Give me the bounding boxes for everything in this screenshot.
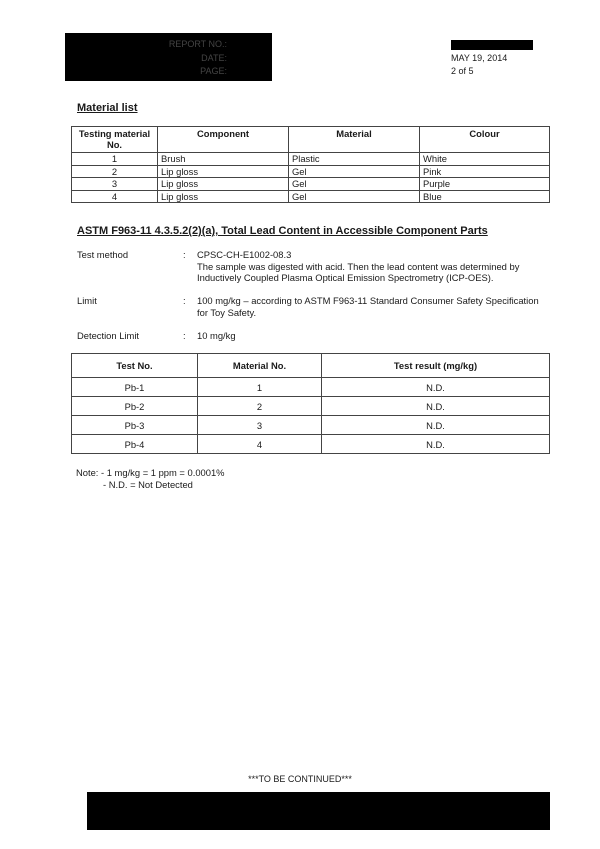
test-method-code: CPSC-CH-E1002-08.3 [197, 249, 292, 260]
material-no-cell: 3 [198, 416, 322, 435]
separator-colon: : [183, 330, 186, 341]
test-result-cell: N.D. [322, 397, 550, 416]
material-cell: Gel [289, 165, 420, 178]
table-row [72, 165, 550, 178]
note-line: - N.D. = Not Detected [103, 479, 193, 490]
test-no-cell: Pb-1 [72, 378, 198, 397]
test-method-label: Test method [77, 249, 129, 260]
page-value: 2 of 5 [451, 66, 474, 76]
to-be-continued-text: ***TO BE CONTINUED*** [248, 774, 352, 784]
astm-section-title: ASTM F963-11 4.3.5.2(2)(a), Total Lead Content in Accessible Component Parts [77, 225, 488, 237]
material-no-cell: 1 [198, 378, 322, 397]
material-no-cell: 3 [72, 178, 158, 191]
test-method-row [77, 249, 547, 284]
date-value: MAY 19, 2014 [451, 52, 508, 63]
table-row [72, 178, 550, 191]
component-cell: Lip gloss [158, 190, 289, 203]
material-no-cell: 2 [198, 397, 322, 416]
test-result-table [71, 353, 550, 454]
material-no-cell: 2 [72, 165, 158, 178]
page-label: PAGE: [200, 66, 227, 76]
table-row [72, 397, 550, 416]
detection-limit-row [77, 330, 547, 342]
table-row [72, 153, 550, 166]
limit-label: Limit [77, 295, 97, 306]
material-table [71, 126, 550, 203]
column-header: Material No. [198, 354, 322, 378]
test-no-cell: Pb-3 [72, 416, 198, 435]
test-result-cell: N.D. [322, 416, 550, 435]
material-cell: Plastic [289, 153, 420, 166]
test-method-description: The sample was digested with acid. Then the lead content was determined by Inductively Coupled Plasma Optical Emission Spectrometry (ICP-OES). [197, 260, 520, 283]
redacted-report-no [451, 40, 533, 50]
colour-cell: White [420, 153, 550, 166]
colour-cell: Purple [420, 178, 550, 191]
material-no-cell: 4 [72, 190, 158, 203]
material-list-title: Material list [77, 102, 138, 114]
limit-row [77, 295, 547, 318]
detection-limit-label: Detection Limit [77, 330, 140, 341]
column-header: Test result (mg/kg) [322, 354, 550, 378]
test-no-cell: Pb-2 [72, 397, 198, 416]
date-label: DATE: [201, 52, 227, 63]
separator-colon: : [183, 295, 186, 306]
test-result-cell: N.D. [322, 378, 550, 397]
report-no-label: REPORT NO.: [168, 39, 227, 49]
colour-cell: Pink [420, 165, 550, 178]
table-row [72, 378, 550, 397]
table-row [72, 435, 550, 454]
material-table-header [72, 127, 550, 153]
table-row [72, 416, 550, 435]
column-header: Test No. [72, 354, 198, 378]
table-row [72, 190, 550, 203]
material-cell: Gel [289, 178, 420, 191]
detection-limit-value: 10 mg/kg [197, 330, 236, 341]
column-header: Component [158, 127, 289, 153]
column-header: Testing material No. [72, 127, 158, 153]
component-cell: Brush [158, 153, 289, 166]
result-table-header [72, 354, 550, 378]
colour-cell: Blue [420, 190, 550, 203]
material-no-cell: 4 [198, 435, 322, 454]
column-header: Colour [420, 127, 550, 153]
material-cell: Gel [289, 190, 420, 203]
test-no-cell: Pb-4 [72, 435, 198, 454]
component-cell: Lip gloss [158, 165, 289, 178]
material-no-cell: 1 [72, 153, 158, 166]
test-result-cell: N.D. [322, 435, 550, 454]
note-block [76, 467, 225, 491]
separator-colon: : [183, 249, 186, 260]
redacted-footer-block [87, 792, 550, 830]
component-cell: Lip gloss [158, 178, 289, 191]
note-line: Note: - 1 mg/kg = 1 ppm = 0.0001% [76, 467, 225, 478]
limit-value: 100 mg/kg – according to ASTM F963-11 Standard Consumer Safety Specification for Toy Safety. [197, 295, 539, 318]
column-header: Material [289, 127, 420, 153]
